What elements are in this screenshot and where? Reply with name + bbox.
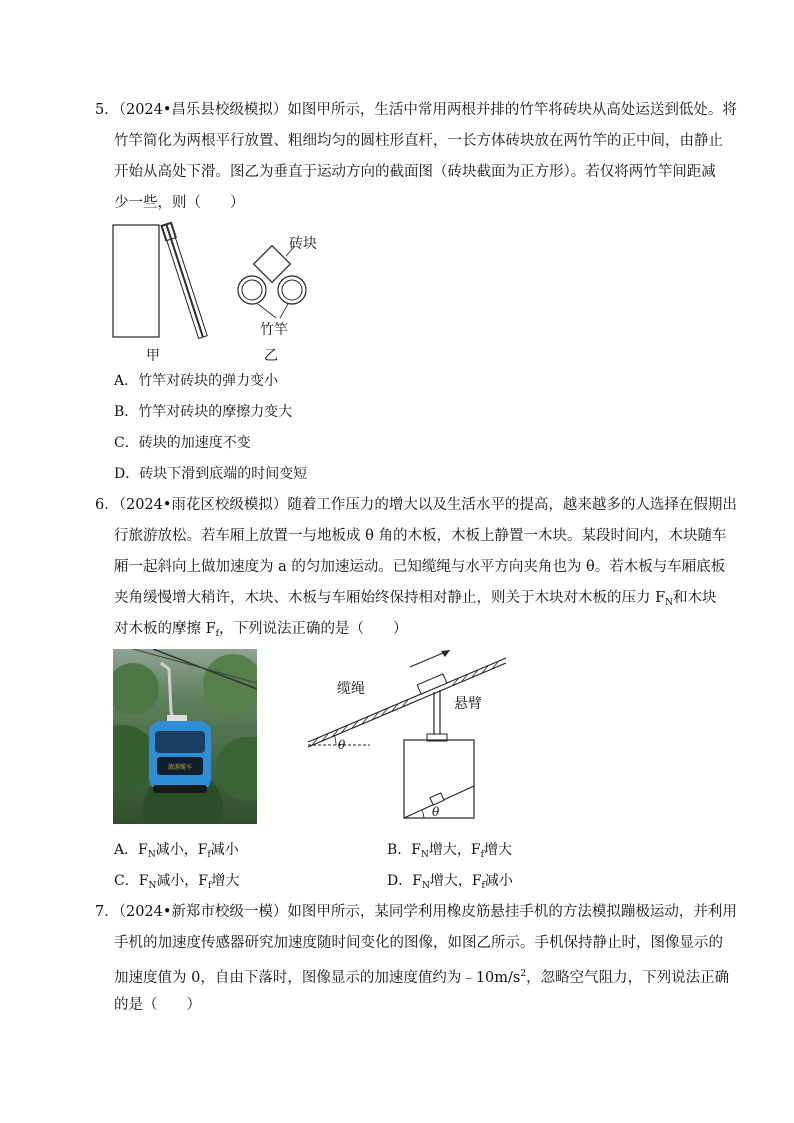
q6-option-c[interactable]: C．$F_N$减小，$F_f$增大	[114, 873, 240, 891]
q6-stem-line2: 行旅游放松。若车厢上放置一与地板成 θ 角的木板，木板上静置一木块。某段时间内，木块随车	[114, 528, 727, 544]
q5-option-c[interactable]: C．砖块的加速度不变	[114, 435, 251, 451]
label-cable: 缆绳	[337, 681, 365, 697]
label-jia: 甲	[146, 348, 160, 364]
bamboo-poles	[161, 222, 208, 339]
q7-stem-line4: 的是（ ）	[114, 997, 201, 1013]
label-pole: 竹竿	[260, 322, 288, 338]
q5-option-a[interactable]: A．竹竿对砖块的弹力变小	[114, 373, 279, 389]
wall-rect	[113, 225, 159, 337]
q6-cable-diagram	[300, 650, 515, 825]
q6-option-a[interactable]: A．$F_N$减小，$F_f$减小	[114, 842, 239, 860]
label-yi: 乙	[264, 348, 278, 364]
q5-stem-line1: 5．（2024•昌乐县校级模拟）如图甲所示，生活中常用两根并排的竹竿将砖块从高处运送到低处。将	[95, 102, 737, 118]
figure-yi-diagram	[238, 246, 306, 318]
q6-stem-line5: 对木板的摩擦 $F_f$，下列说法正确的是（ ）	[114, 621, 408, 639]
q7-stem-line2: 手机的加速度传感器研究加速度随时间变化的图像，如图乙所示。手机保持静止时，图像显示的	[114, 935, 723, 951]
q7-stem-line3: 加速度值为 0，自由下落时，图像显示的加速度值约为$﹣10m/s^2$，忽略空气阻力，下列说法正确	[114, 969, 730, 986]
trolley	[417, 674, 447, 694]
q5-stem-line2: 竹竿简化为两根平行放置、粗细均匀的圆柱形直杆，一长方体砖块放在两竹竿的正中间，由静止	[114, 133, 723, 149]
label-arm: 悬臂	[454, 696, 482, 712]
cable-car-photo	[113, 649, 257, 824]
brick-section	[254, 246, 291, 283]
theta-cable: θ	[338, 738, 346, 752]
cabin-sign: 旅游缆车	[167, 764, 193, 771]
q6-stem-line3: 厢一起斜向上做加速度为 a 的匀加速运动。已知缆绳与水平方向夹角也为 θ。若木板与车厢底板	[114, 559, 726, 575]
q6-option-b[interactable]: B．$F_N$增大，$F_f$增大	[387, 842, 512, 860]
q5-option-b[interactable]: B．竹竿对砖块的摩擦力变大	[114, 404, 293, 420]
theta-board: θ	[432, 805, 440, 819]
q6-stem-line4: 夹角缓慢增大稍许，木块、木板与车厢始终保持相对静止，则关于木块对木板的压力 $F_N$和木块	[114, 590, 717, 608]
wood-block	[430, 793, 444, 805]
q5-stem-line4: 少一些，则（ ）	[114, 195, 245, 211]
q6-stem-line1: 6．（2024•雨花区校级模拟）随着工作压力的增大以及生活水平的提高，越来越多的人选择在假期出	[95, 497, 737, 513]
q7-stem-line1: 7．（2024•新郑市校级一模）如图甲所示，某同学利用橡皮筋悬挂手机的方法模拟蹦极运动，并利用	[95, 904, 737, 920]
q5-option-d[interactable]: D．砖块下滑到底端的时间变短	[114, 466, 308, 482]
q6-option-d[interactable]: D．$F_N$增大，$F_f$减小	[387, 873, 513, 891]
q5-stem-line3: 开始从高处下滑。图乙为垂直于运动方向的截面图（砖块截面为正方形）。若仅将两竹竿间距减	[114, 164, 716, 180]
cable-car-photo-art	[113, 649, 257, 824]
label-brick: 砖块	[289, 236, 317, 252]
figure-jia-diagram	[113, 222, 208, 339]
